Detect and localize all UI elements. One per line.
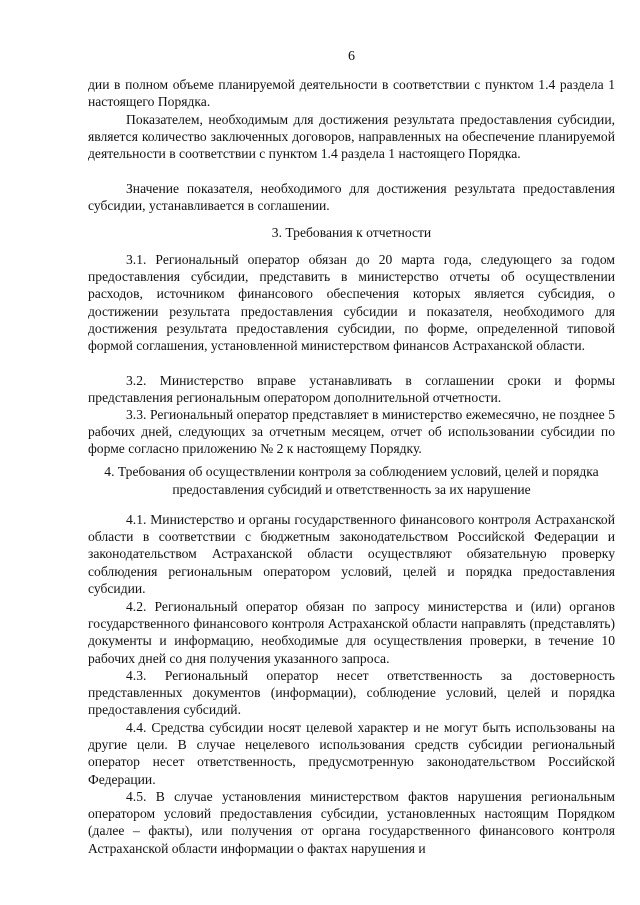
paragraph-3-2: 3.2. Министерство вправе устанавливать в соглашении сроки и формы представления региональным оператором дополнительной отчетности.: [88, 373, 615, 406]
paragraph-3-1: 3.1. Региональный оператор обязан до 20 марта года, следующего за годом предоставления субсидии, представить в министерство отчеты об осуществлении расходов, источником финансового обеспечения которых является субсидия, о достижении результата предоставления субсидии и показателя, необходимого для достижения результата предоставления субсидии, по форме, определенной типовой формой соглашения, установленной министерством финансов Астраханской области.: [88, 252, 615, 354]
section-heading-3: 3. Требования к отчетности: [271, 225, 432, 240]
page-number: 6: [348, 49, 355, 64]
paragraph-indicator: Показателем, необходимым для достижения результата предоставления субсидии, является количество заключенных договоров, направленных на обеспечение планируемой деятельности в соответствии с пунктом 1.4 раздела 1 настоящего Порядка.: [88, 112, 615, 162]
section-heading-4: 4. Требования об осуществлении контроля за соблюдением условий, целей и порядка предоставления субсидий и ответственность за их нарушение: [104, 464, 599, 497]
paragraph-4-1: 4.1. Министерство и органы государственного финансового контроля Астраханской области в соответствии с бюджетным законодательством Российской Федерации и законодательством Астраханской области осуществляют обязательную проверку соблюдения региональным оператором условий, целей и порядка предоставления субсидии.: [88, 512, 615, 596]
paragraph-4-4: 4.4. Средства субсидии носят целевой характер и не могут быть использованы на другие цели. В случае нецелевого использования средств субсидии региональный оператор несет ответственность, предусмотренную законодательством Российской Федерации.: [88, 720, 615, 787]
paragraph-indicator-value: Значение показателя, необходимого для достижения результата предоставления субсидии, устанавливается в соглашении.: [88, 181, 615, 214]
paragraph-4-5: 4.5. В случае установления министерством фактов нарушения региональным оператором условий предоставления субсидии, установленных настоящим Порядком (далее – факты), или получения от органа государственного финансового контроля Астраханской области информации о фактах нарушения и: [88, 789, 615, 856]
paragraph-4-2: 4.2. Региональный оператор обязан по запросу министерства и (или) органов государственного финансового контроля Астраханской области направлять (представлять) документы и информацию, необходимые для осуществления проверки, в течение 10 рабочих дней со дня получения указанного запроса.: [88, 599, 615, 666]
paragraph-continuation: дии в полном объеме планируемой деятельности в соответствии с пунктом 1.4 раздела 1 настоящего Порядка.: [88, 77, 615, 110]
paragraph-4-3: 4.3. Региональный оператор несет ответственность за достоверность представленных документов (информации), соблюдение условий, целей и порядка предоставления субсидий.: [88, 668, 615, 718]
paragraph-3-3: 3.3. Региональный оператор представляет в министерство ежемесячно, не позднее 5 рабочих дней, следующих за отчетным месяцем, отчет об использовании субсидии по форме согласно приложению № 2 к настоящему Порядку.: [88, 407, 615, 457]
